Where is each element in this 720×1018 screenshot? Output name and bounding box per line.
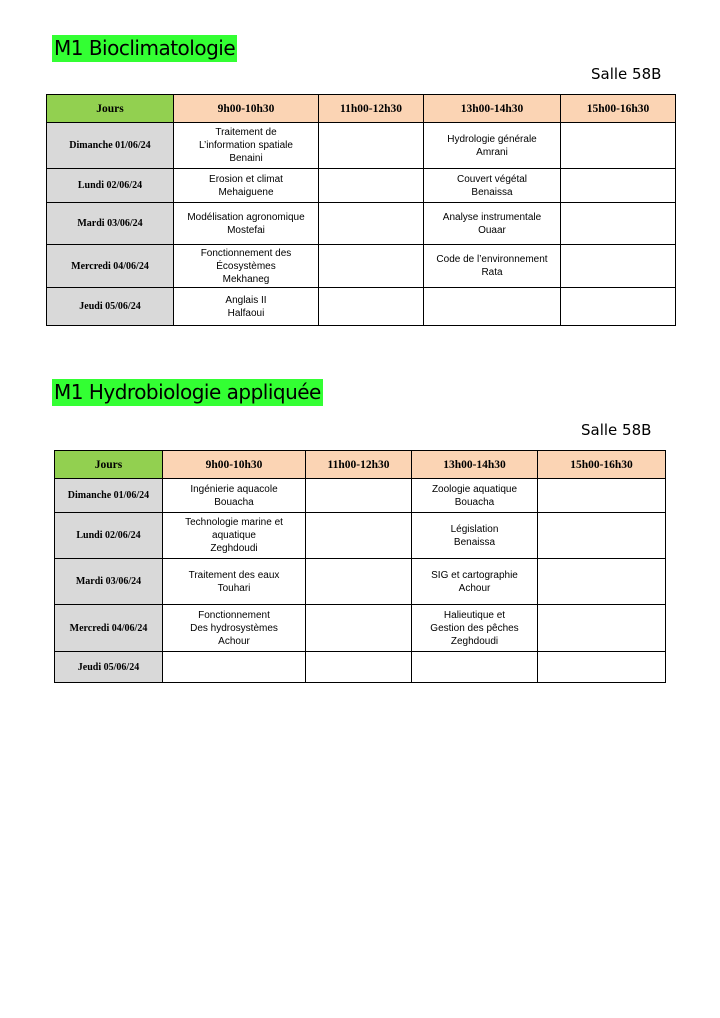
- header-jours: Jours: [47, 95, 174, 123]
- course-teacher: Achour: [458, 582, 491, 594]
- course-name: Technologie marine et: [185, 517, 283, 528]
- course-teacher: Rata: [481, 267, 503, 278]
- course-cell: [412, 479, 538, 513]
- day-cell: Mardi 03/06/24: [47, 203, 174, 245]
- course-cell: [306, 559, 412, 605]
- course-name: Des hydrosystèmes: [190, 622, 278, 634]
- course-cell: [319, 123, 424, 169]
- header-timeslot: 9h00-10h30: [163, 451, 306, 479]
- course-cell: [561, 288, 676, 326]
- course-cell: [561, 203, 676, 245]
- course-teacher: Touhari: [217, 582, 251, 594]
- course-teacher: Mostefai: [227, 224, 265, 236]
- course-name: Gestion des pêches: [430, 622, 519, 634]
- course-cell: [538, 652, 666, 683]
- course-teacher: Achour: [218, 635, 250, 647]
- course-name: L’information spatiale: [199, 140, 293, 151]
- course-cell: [412, 513, 538, 559]
- course-cell: [319, 169, 424, 203]
- course-cell: [174, 245, 319, 288]
- day-cell: Mercredi 04/06/24: [55, 605, 163, 652]
- course-cell: [319, 203, 424, 245]
- schedule-title: M1 Hydrobiologie appliquée: [54, 380, 321, 404]
- course-name: Fonctionnement: [198, 609, 270, 621]
- header-timeslot: 13h00-14h30: [412, 451, 538, 479]
- course-teacher: Zeghdoudi: [450, 635, 499, 647]
- course-teacher: Mekhaneg: [222, 273, 270, 285]
- course-cell: [174, 288, 319, 326]
- course-cell: [561, 123, 676, 169]
- table-row: [55, 605, 666, 652]
- day-cell: Dimanche 01/06/24: [47, 123, 174, 169]
- course-cell: [306, 652, 412, 683]
- course-name: Modélisation agronomique: [187, 211, 305, 223]
- course-cell: [306, 605, 412, 652]
- table-row: [47, 245, 676, 288]
- table-row: [55, 559, 666, 605]
- course-cell: [174, 123, 319, 169]
- course-name: Zoologie aquatique: [431, 483, 518, 495]
- table-row: [47, 123, 676, 169]
- header-timeslot: 11h00-12h30: [319, 95, 424, 123]
- table-row: [47, 203, 676, 245]
- table-row: [55, 479, 666, 513]
- course-cell: [306, 479, 412, 513]
- course-teacher: Zeghdoudi: [210, 543, 258, 554]
- header-row: [55, 451, 666, 479]
- course-name: Erosion et climat: [209, 173, 283, 185]
- course-name: Halieutique et: [443, 609, 506, 621]
- schedule-table: [46, 94, 676, 326]
- course-name: Ingénierie aquacole: [190, 483, 278, 495]
- course-cell: [424, 288, 561, 326]
- schedule-table: [54, 450, 666, 683]
- course-cell: [163, 559, 306, 605]
- day-cell: Lundi 02/06/24: [55, 513, 163, 559]
- course-cell: [538, 605, 666, 652]
- course-teacher: Bouacha: [214, 496, 254, 508]
- course-cell: [163, 652, 306, 683]
- day-cell: Mardi 03/06/24: [55, 559, 163, 605]
- day-cell: Jeudi 05/06/24: [47, 288, 174, 326]
- course-cell: [319, 245, 424, 288]
- course-name: Anglais II: [225, 294, 267, 306]
- course-name: Analyse instrumentale: [442, 211, 542, 223]
- day-cell: Mercredi 04/06/24: [47, 245, 174, 288]
- course-name: Écosystèmes: [216, 260, 276, 272]
- room-label: Salle 58B: [591, 65, 662, 83]
- course-cell: [412, 652, 538, 683]
- course-cell: [174, 203, 319, 245]
- table-row: [55, 652, 666, 683]
- course-teacher: Benaini: [229, 153, 263, 164]
- course-cell: [538, 513, 666, 559]
- header-timeslot: 15h00-16h30: [538, 451, 666, 479]
- course-teacher: Amrani: [476, 146, 508, 158]
- schedule-title: M1 Bioclimatologie: [54, 36, 236, 60]
- day-cell: Dimanche 01/06/24: [55, 479, 163, 513]
- course-name: Fonctionnement des: [200, 247, 292, 259]
- course-name: aquatique: [212, 530, 256, 541]
- course-teacher: Benaissa: [471, 186, 513, 198]
- course-teacher: Halfaoui: [227, 307, 265, 319]
- course-cell: [561, 245, 676, 288]
- course-cell: [424, 123, 561, 169]
- day-cell: Lundi 02/06/24: [47, 169, 174, 203]
- course-cell: [412, 559, 538, 605]
- course-teacher: Mehaiguene: [218, 186, 274, 198]
- header-timeslot: 15h00-16h30: [561, 95, 676, 123]
- course-cell: [319, 288, 424, 326]
- day-cell: Jeudi 05/06/24: [55, 652, 163, 683]
- table-row: [55, 513, 666, 559]
- table-row: [47, 169, 676, 203]
- course-cell: [163, 513, 306, 559]
- course-name: Couvert végétal: [456, 173, 528, 185]
- course-name: Traitement des eaux: [188, 569, 280, 581]
- course-cell: [163, 479, 306, 513]
- course-name: Code de l’environnement: [436, 254, 548, 265]
- course-cell: [424, 169, 561, 203]
- course-cell: [174, 169, 319, 203]
- course-cell: [424, 203, 561, 245]
- header-timeslot: 13h00-14h30: [424, 95, 561, 123]
- header-row: [47, 95, 676, 123]
- course-name: Législation: [450, 523, 499, 535]
- course-cell: [163, 605, 306, 652]
- course-cell: [412, 605, 538, 652]
- course-cell: [561, 169, 676, 203]
- course-name: Hydrologie générale: [447, 133, 537, 145]
- course-name: Traitement de: [215, 127, 277, 138]
- course-name: SIG et cartographie: [431, 569, 518, 581]
- course-teacher: Ouaar: [478, 224, 506, 236]
- course-cell: [538, 559, 666, 605]
- course-cell: [538, 479, 666, 513]
- room-label: Salle 58B: [581, 421, 652, 439]
- course-teacher: Benaissa: [453, 536, 496, 548]
- header-jours: Jours: [55, 451, 163, 479]
- course-cell: [306, 513, 412, 559]
- course-cell: [424, 245, 561, 288]
- header-timeslot: 9h00-10h30: [174, 95, 319, 123]
- course-teacher: Bouacha: [454, 496, 495, 508]
- header-timeslot: 11h00-12h30: [306, 451, 412, 479]
- table-row: [47, 288, 676, 326]
